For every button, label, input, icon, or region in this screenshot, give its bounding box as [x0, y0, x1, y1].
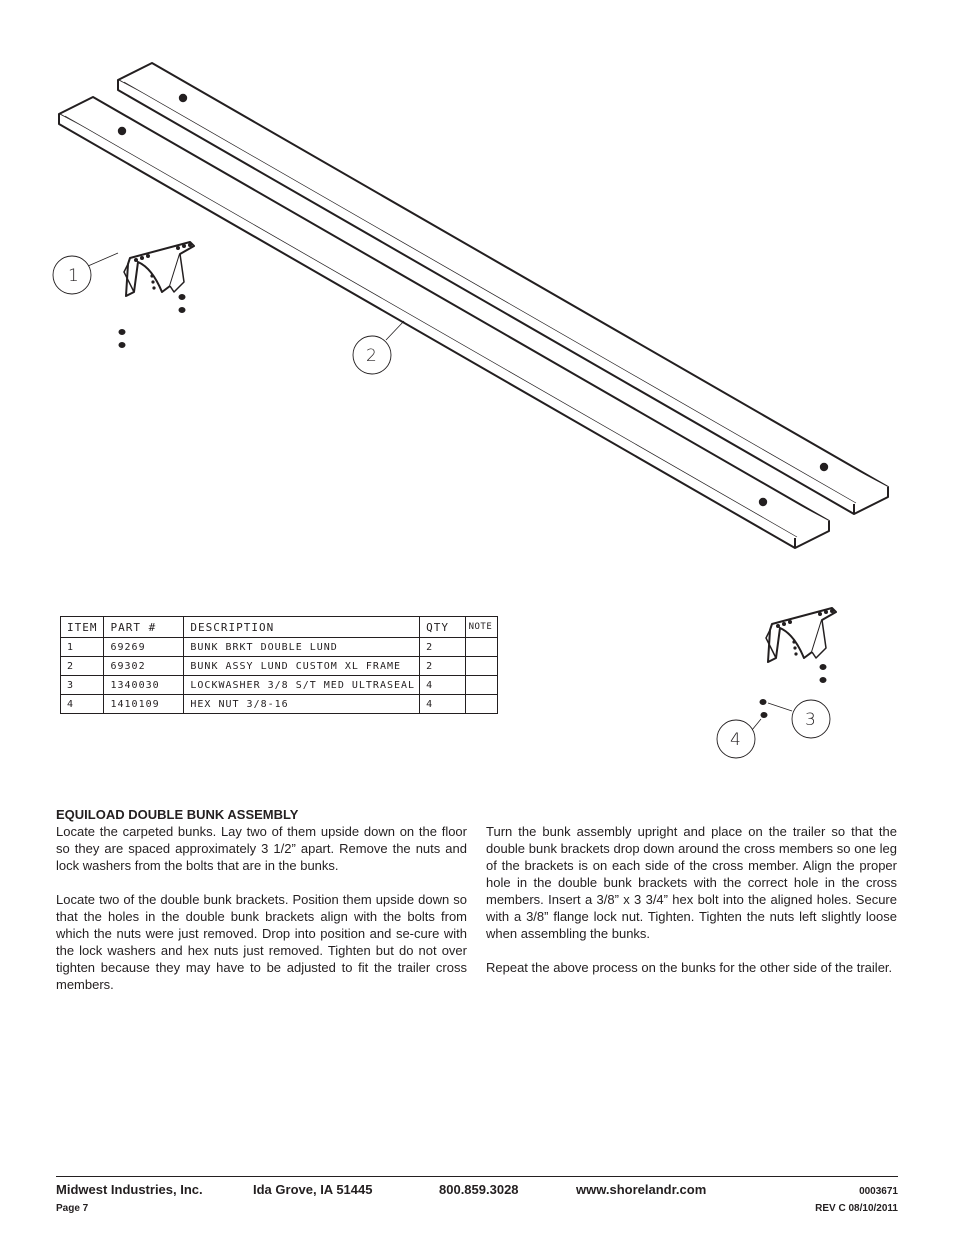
bunk-board-front [59, 97, 829, 548]
header-description: DESCRIPTION [184, 617, 420, 638]
footer-company: Midwest Industries, Inc. [56, 1182, 203, 1197]
footer-phone: 800.859.3028 [439, 1182, 519, 1197]
cell-description: BUNK BRKT DOUBLE LUND [184, 638, 420, 657]
cell-note [465, 676, 497, 695]
footer-website: www.shorelandr.com [576, 1182, 707, 1197]
svg-text:2: 2 [366, 346, 377, 366]
footer-doc-number: 0003671 [859, 1186, 898, 1197]
header-part: PART # [104, 617, 184, 638]
cell-item: 3 [61, 676, 104, 695]
cell-qty: 4 [420, 676, 466, 695]
section-title: EQUILOAD DOUBLE BUNK ASSEMBLY [56, 807, 299, 822]
cell-item: 2 [61, 657, 104, 676]
cell-part: 1340030 [104, 676, 184, 695]
hardware-left [119, 294, 186, 348]
svg-text:1: 1 [68, 266, 79, 286]
cell-description: HEX NUT 3/8-16 [184, 695, 420, 714]
cell-description: LOCKWASHER 3/8 S/T MED ULTRASEAL [184, 676, 420, 695]
instructions-left-column [56, 823, 467, 1010]
table-row [61, 638, 498, 657]
cell-part: 1410109 [104, 695, 184, 714]
paragraph: Locate two of the double bunk brackets. Position them upside down so that the holes in the double bunk brackets align with the bolts from which the nuts were just removed. Drop into position and se-cure with the lock washers and hex nuts just removed. Tighten but do not over tighten because they may have to be adjusted to fit the trailer cross members. [56, 892, 467, 992]
paragraph: Turn the bunk assembly upright and place on the trailer so that the double bunk brackets drop down around the cross members so one leg of the brackets is on each side of the cross member. Align the proper hole in the double bunk brackets with the correct hole in the cross members. Insert a 3/8” x 3 3/4” hex bolt into the aligned holes. Secure with a 3/8” flange lock nut. Tighten. Tighten the nuts left slightly loose when assembling the bunks. [486, 824, 897, 941]
instructions-right-column [486, 823, 897, 993]
table-row [61, 657, 498, 676]
cell-qty: 4 [420, 695, 466, 714]
footer-revision: REV C 08/10/2011 [815, 1203, 898, 1214]
footer-location: Ida Grove, IA 51445 [253, 1182, 373, 1197]
table-row [61, 695, 498, 714]
cell-qty: 2 [420, 638, 466, 657]
svg-text:3: 3 [805, 710, 816, 730]
header-qty: QTY [420, 617, 466, 638]
cell-item: 4 [61, 695, 104, 714]
footer-page-number: Page 7 [56, 1203, 89, 1214]
paragraph: Repeat the above process on the bunks for the other side of the trailer. [486, 960, 893, 975]
cell-item: 1 [61, 638, 104, 657]
header-item: ITEM [61, 617, 104, 638]
svg-text:4: 4 [730, 730, 741, 750]
parts-table [60, 616, 498, 714]
cell-qty: 2 [420, 657, 466, 676]
callout-3 [768, 700, 830, 738]
cell-note [465, 638, 497, 657]
cell-note [465, 657, 497, 676]
bunk-board-back [118, 63, 888, 514]
bunk-bracket-left [124, 242, 194, 296]
cell-part: 69302 [104, 657, 184, 676]
table-row [61, 676, 498, 695]
bunk-bracket-right [766, 608, 836, 662]
cell-note [465, 695, 497, 714]
callout-1 [53, 253, 118, 294]
header-note: NOTE [465, 617, 497, 638]
cell-part: 69269 [104, 638, 184, 657]
cell-description: BUNK ASSY LUND CUSTOM XL FRAME [184, 657, 420, 676]
callout-2 [353, 321, 404, 374]
parts-table-header [61, 617, 498, 638]
paragraph: Locate the carpeted bunks. Lay two of them upside down on the floor so they are spaced approximately 3 1/2” apart. Remove the nuts and lock washers from the bolts that are in the bunks. [56, 824, 467, 873]
footer-divider [56, 1176, 898, 1177]
callout-4 [717, 719, 761, 758]
